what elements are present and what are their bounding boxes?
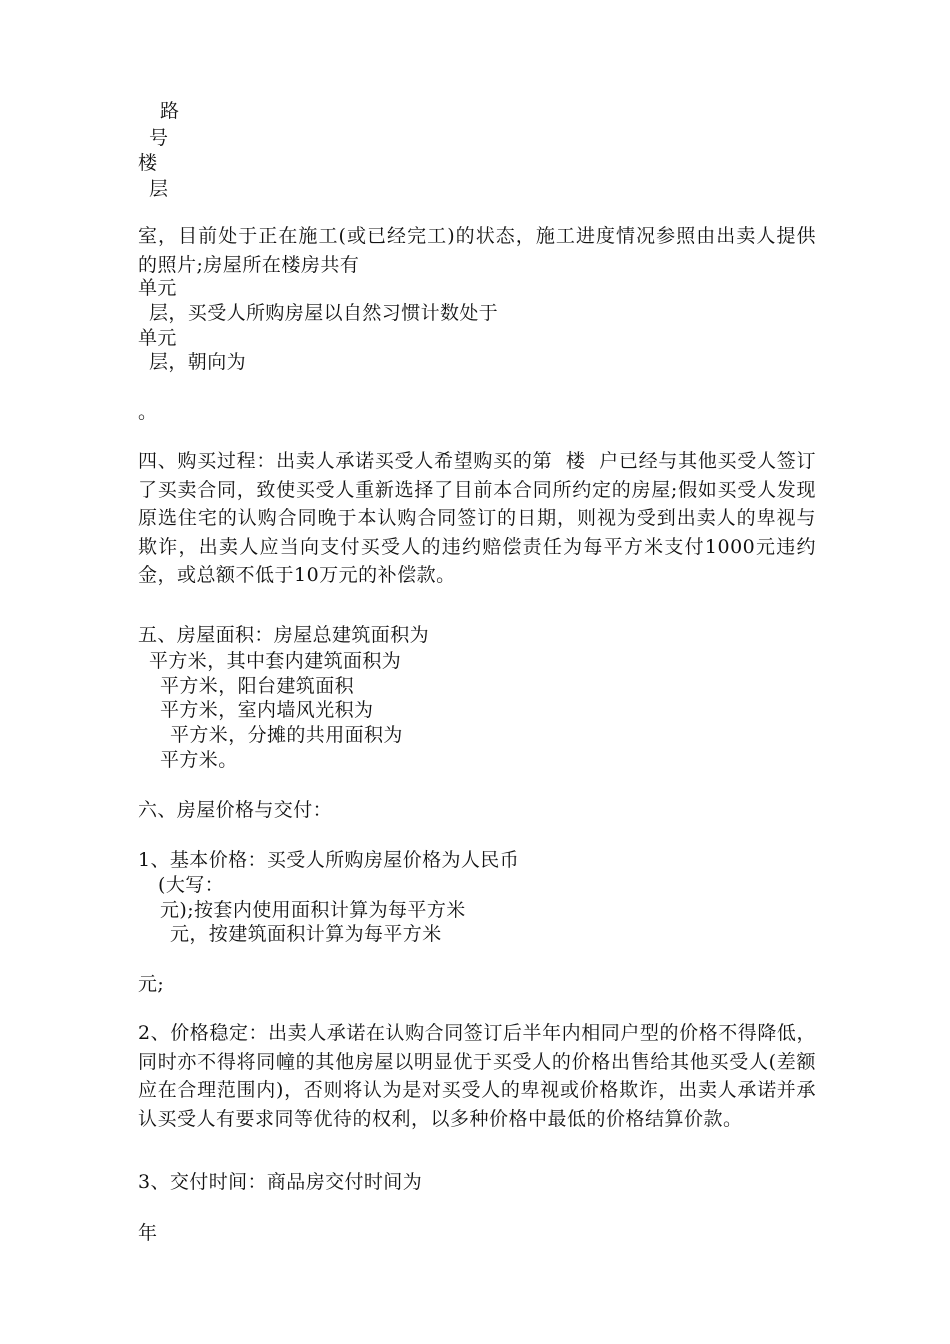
base-price-end: 元; [138, 973, 165, 995]
unit-label-1: 单元 [138, 277, 177, 299]
area-line-3: 平方米，阳台建筑面积 [160, 675, 355, 697]
price-stability-paragraph: 2、价格稳定：出卖人承诺在认购合同签订后半年内相同户型的价格不得降低，同时亦不得将同幢的其他房屋以明显优于买受人的价格出售给其他买受人(差额应在合理范围内)，否则将认为是对买受人的卑视或价格欺诈，出卖人承诺并承认买受人有要求同等优待的权利，以多种价格中最低的价格结算价款。 [138, 1022, 816, 1130]
status-paragraph: 室，目前处于正在施工(或已经完工)的状态，施工进度情况参照由出卖人提供的照片;房屋所在楼房共有 [138, 225, 816, 276]
orientation-line: 层，朝向为 [149, 351, 247, 373]
delivery-year: 年 [138, 1222, 158, 1244]
base-price-line-3: 元);按套内使用面积计算为每平方米 [160, 899, 466, 921]
base-price-line-1: 1、基本价格：买受人所购房屋价格为人民币 [138, 849, 520, 871]
area-line-2: 平方米，其中套内建筑面积为 [149, 650, 402, 672]
area-line-5: 平方米，分摊的共用面积为 [170, 724, 403, 746]
area-line-6: 平方米。 [160, 749, 238, 771]
address-road: 路 [160, 100, 180, 122]
purchase-process-paragraph: 四、购买过程：出卖人承诺买受人希望购买的第 楼 户已经与其他买受人签订了买卖合同，致使买受人重新选择了目前本合同所约定的房屋;假如买受人发现原选住宅的认购合同晚于本认购合同签订的日期，则视为受到出卖人的卑视与欺诈，出卖人应当向支付买受人的违约赔偿责任为每平方米支付1000元违约金，或总额不低于10万元的补偿款。 [138, 450, 816, 587]
area-line-4: 平方米，室内墙风光积为 [160, 699, 374, 721]
address-floor: 层 [149, 178, 169, 200]
floors-line: 层，买受人所购房屋以自然习惯计数处于 [149, 302, 499, 324]
address-building: 楼 [138, 152, 158, 174]
address-number: 号 [149, 127, 169, 149]
unit-label-2: 单元 [138, 327, 177, 349]
area-title-line: 五、房屋面积：房屋总建筑面积为 [138, 624, 430, 646]
base-price-line-4: 元，按建筑面积计算为每平方米 [170, 923, 442, 945]
price-section-title: 六、房屋价格与交付： [138, 799, 333, 821]
delivery-time-line: 3、交付时间：商品房交付时间为 [138, 1171, 423, 1193]
base-price-line-2: (大写： [158, 874, 225, 896]
section3-end-mark: 。 [138, 401, 158, 423]
